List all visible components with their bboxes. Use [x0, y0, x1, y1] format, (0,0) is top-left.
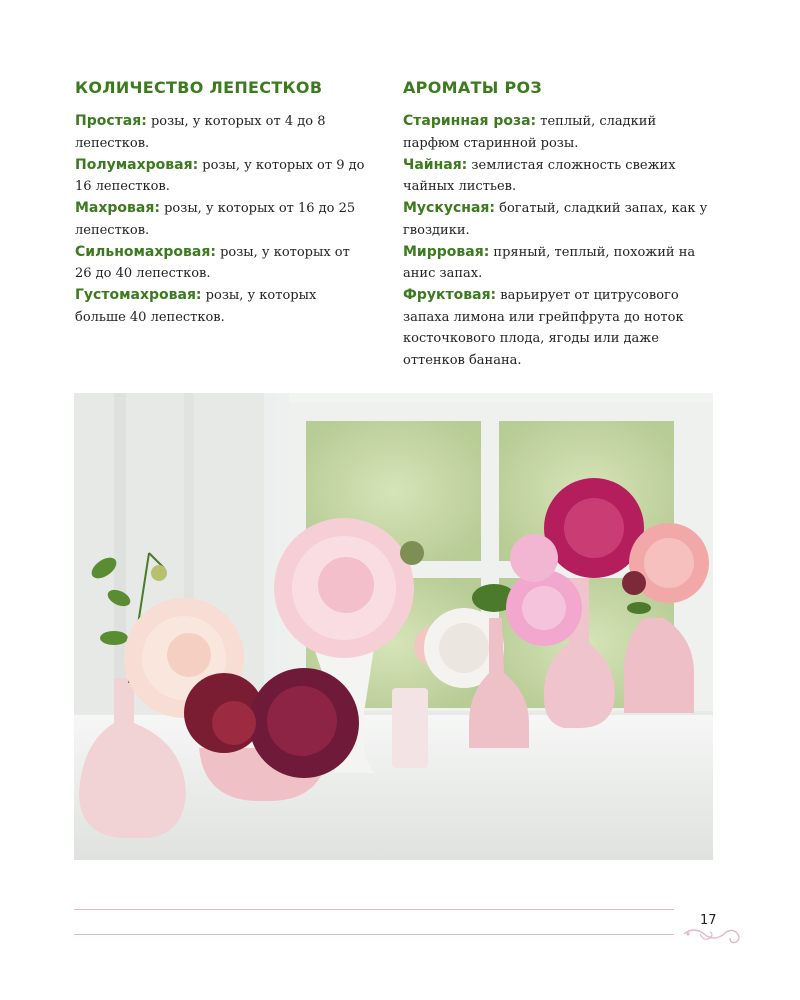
flourish-icon: [680, 918, 744, 948]
petal-entry-full: Сильномахровая: розы, у которых от 26 до 40 лепестков.: [75, 243, 350, 281]
fragrance-entry-musk: Мускусная: богатый, сладкий запах, как у гвоздики.: [403, 200, 708, 238]
fragrance-entry-old-rose: Старинная роза: теплый, сладкий парфюм старинной розы.: [403, 113, 657, 151]
fragrance-entry-fruity: Фруктовая: варьирует от цитрусового запаха лимона или грейпфрута до ноток косточкового плода, ягоды или даже оттенков банана.: [403, 287, 684, 368]
fragrance-entry-myrrh: Мирровая: пряный, теплый, похожий на анис запах.: [403, 243, 696, 281]
petal-count-section: [75, 78, 367, 329]
footer-rule: [74, 909, 674, 959]
roses-photo-illustration: [74, 393, 713, 860]
petal-entry-simple: Простая: розы, у которых от 4 до 8 лепестков.: [75, 113, 326, 151]
footer-line-top: [74, 909, 674, 910]
petal-entry-semi-double: Полумахровая: розы, у которых от 9 до 16 лепестков.: [75, 156, 365, 194]
petal-entry-very-full: Густомахровая: розы, у которых больше 40 лепестков.: [75, 287, 317, 325]
footer-line-bottom: [74, 934, 674, 935]
petal-entry-double: Махровая: розы, у которых от 16 до 25 лепестков.: [75, 200, 356, 238]
fragrance-entry-tea: Чайная: землистая сложность свежих чайных листьев.: [403, 156, 676, 194]
roses-photo: [74, 393, 713, 860]
page-number: 17: [700, 913, 717, 928]
petal-count-heading: КОЛИЧЕСТВО ЛЕПЕСТКОВ: [75, 78, 323, 97]
fragrance-section: [403, 78, 708, 372]
fragrance-heading: АРОМАТЫ РОЗ: [403, 78, 543, 97]
